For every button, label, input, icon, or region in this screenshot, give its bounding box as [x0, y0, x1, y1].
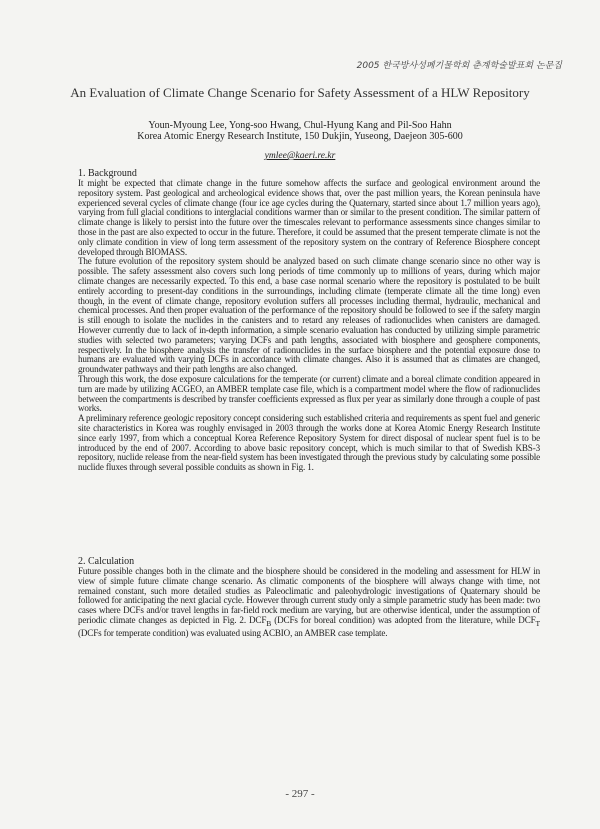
section-background — [78, 168, 540, 473]
section-calculation — [78, 556, 540, 638]
background-paragraph-2: The future evolution of the repository system should be analyzed based on such climate change scenario since no other way is possible. The safety assessment also covers such long periods of time commonly up to millions of years, during which major climate changes are necessarily expected. To this end, a base case normal scenario where the repository is postulated to be built entirely according to present-day conditions in the surroundings, including climate (temperate climate all the time long) even though, in the event of climate change, repository evolution suffers all processes including thermal, hydraulic, mechanical and chemical processes. And then proper evaluation of the performance of the repository should be followed to see if the safety margin is still enough to isolate the nuclides in the canisters and to retard any releases of radionuclides when canisters are damaged. However currently due to lack of in-depth information, a simple scenario evaluation has conducted by utilizing simple parametric studies with selected two parameters; varying DCFs and path lengths, associated with biosphere and geosphere components, respectively. In the biosphere analysis the transfer of radionuclides in the surface biosphere and the potential exposure dose to humans are evaluated with varying DCFs in accordance with climate changes. Also it is assumed that as climates are changed, groundwater pathways and their path lengths are also changed. — [78, 256, 540, 375]
author-names: Youn-Myoung Lee, Yong-soo Hwang, Chul-Hyung Kang and Pil-Soo Hahn — [148, 120, 452, 131]
background-paragraph-4: A preliminary reference geologic repository concept considering such established criteria and requirements as spent fuel and generic site characteristics in Korea was roughly envisaged in 2003 through the works done at Korea Atomic Energy Research Institute since early 1997, from which a conceptual Korea Reference Repository System for direct disposal of nuclear spent fuel is to be introduced by the end of 2007. According to above basic repository concept, which is much similar to that of Swedish KBS-3 repository, nuclide release from the near-field system has been investigated through the previous study by calculating some possible nuclide fluxes through several possible conduits as shown in Fig. 1. — [78, 413, 540, 473]
conference-header: 2005 한국방사성폐기물학회 춘계학술발표회 논문집 — [356, 61, 562, 71]
page-number: - 297 - — [285, 788, 315, 800]
author-block — [60, 120, 540, 142]
author-email[interactable]: ymlee@kaeri.re.kr — [264, 151, 336, 161]
background-paragraph-1: It might be expected that climate change in the future somehow affects the surface and geological environment around the repository system. Past geological and archeological evidence shows that, over the past million years, the Korean peninsula have experienced several cycles of climate change (four ice age cycles during the Quaternary, started since about 1.7 million years ago), varying from full glacial conditions to interglacial conditions warmer than or similar to the present condition. The similar pattern of climate change is likely to persist into the future over the timescales relevant to performance assessments since changes similar to those in the past are also expected to occur in the future. Therefore, it could be assumed that the present temperate climate is not the only climate condition in view of long term assessment of the repository system on the contrary of Reference Biosphere concept developed through BIOMASS. — [78, 178, 540, 257]
calculation-paragraph-1: Future possible changes both in the climate and the biosphere should be considered in the modeling and assessment for HLW in view of simple future climate change scenario. As climatic components of the biosphere will always change with time, not remained constant, such more detailed studies as Paleoclimatic and paleohydrologic investigations of Quaternary should be followed for anticipating the next glacial cycle. However through current study only a simple parametric study has been made: two cases where DCFs and/or travel lengths in far-field rock medium are varying, but are otherwise identical, under the assumption of periodic climate changes as depicted in Fig. 2. $DCF_B$ (DCFs for boreal condition) was adopted from the literature, while $DCF_T$ (DCFs for temperate condition) was evaluated using ACBIO, an AMBER case template. — [78, 566, 540, 638]
background-paragraph-3: Through this work, the dose exposure calculations for the temperate (or current) climate and a boreal climate condition appeared in turn are made by utilizing ACGEO, an AMBER template case file, which is a compartment model where the flow of radionuclides between the compartments is described by transfer coefficients expressed as flux per year as similarly done through a couple of past works. — [78, 373, 540, 414]
section-heading-calculation: 2. Calculation — [78, 556, 135, 567]
author-affiliation: Korea Atomic Energy Research Institute, 150 Dukjin, Yuseong, Daejeon 305-600 — [137, 131, 463, 142]
paper-title: An Evaluation of Climate Change Scenario for Safety Assessment of a HLW Repository — [70, 85, 530, 100]
section-heading-background: 1. Background — [78, 168, 137, 179]
